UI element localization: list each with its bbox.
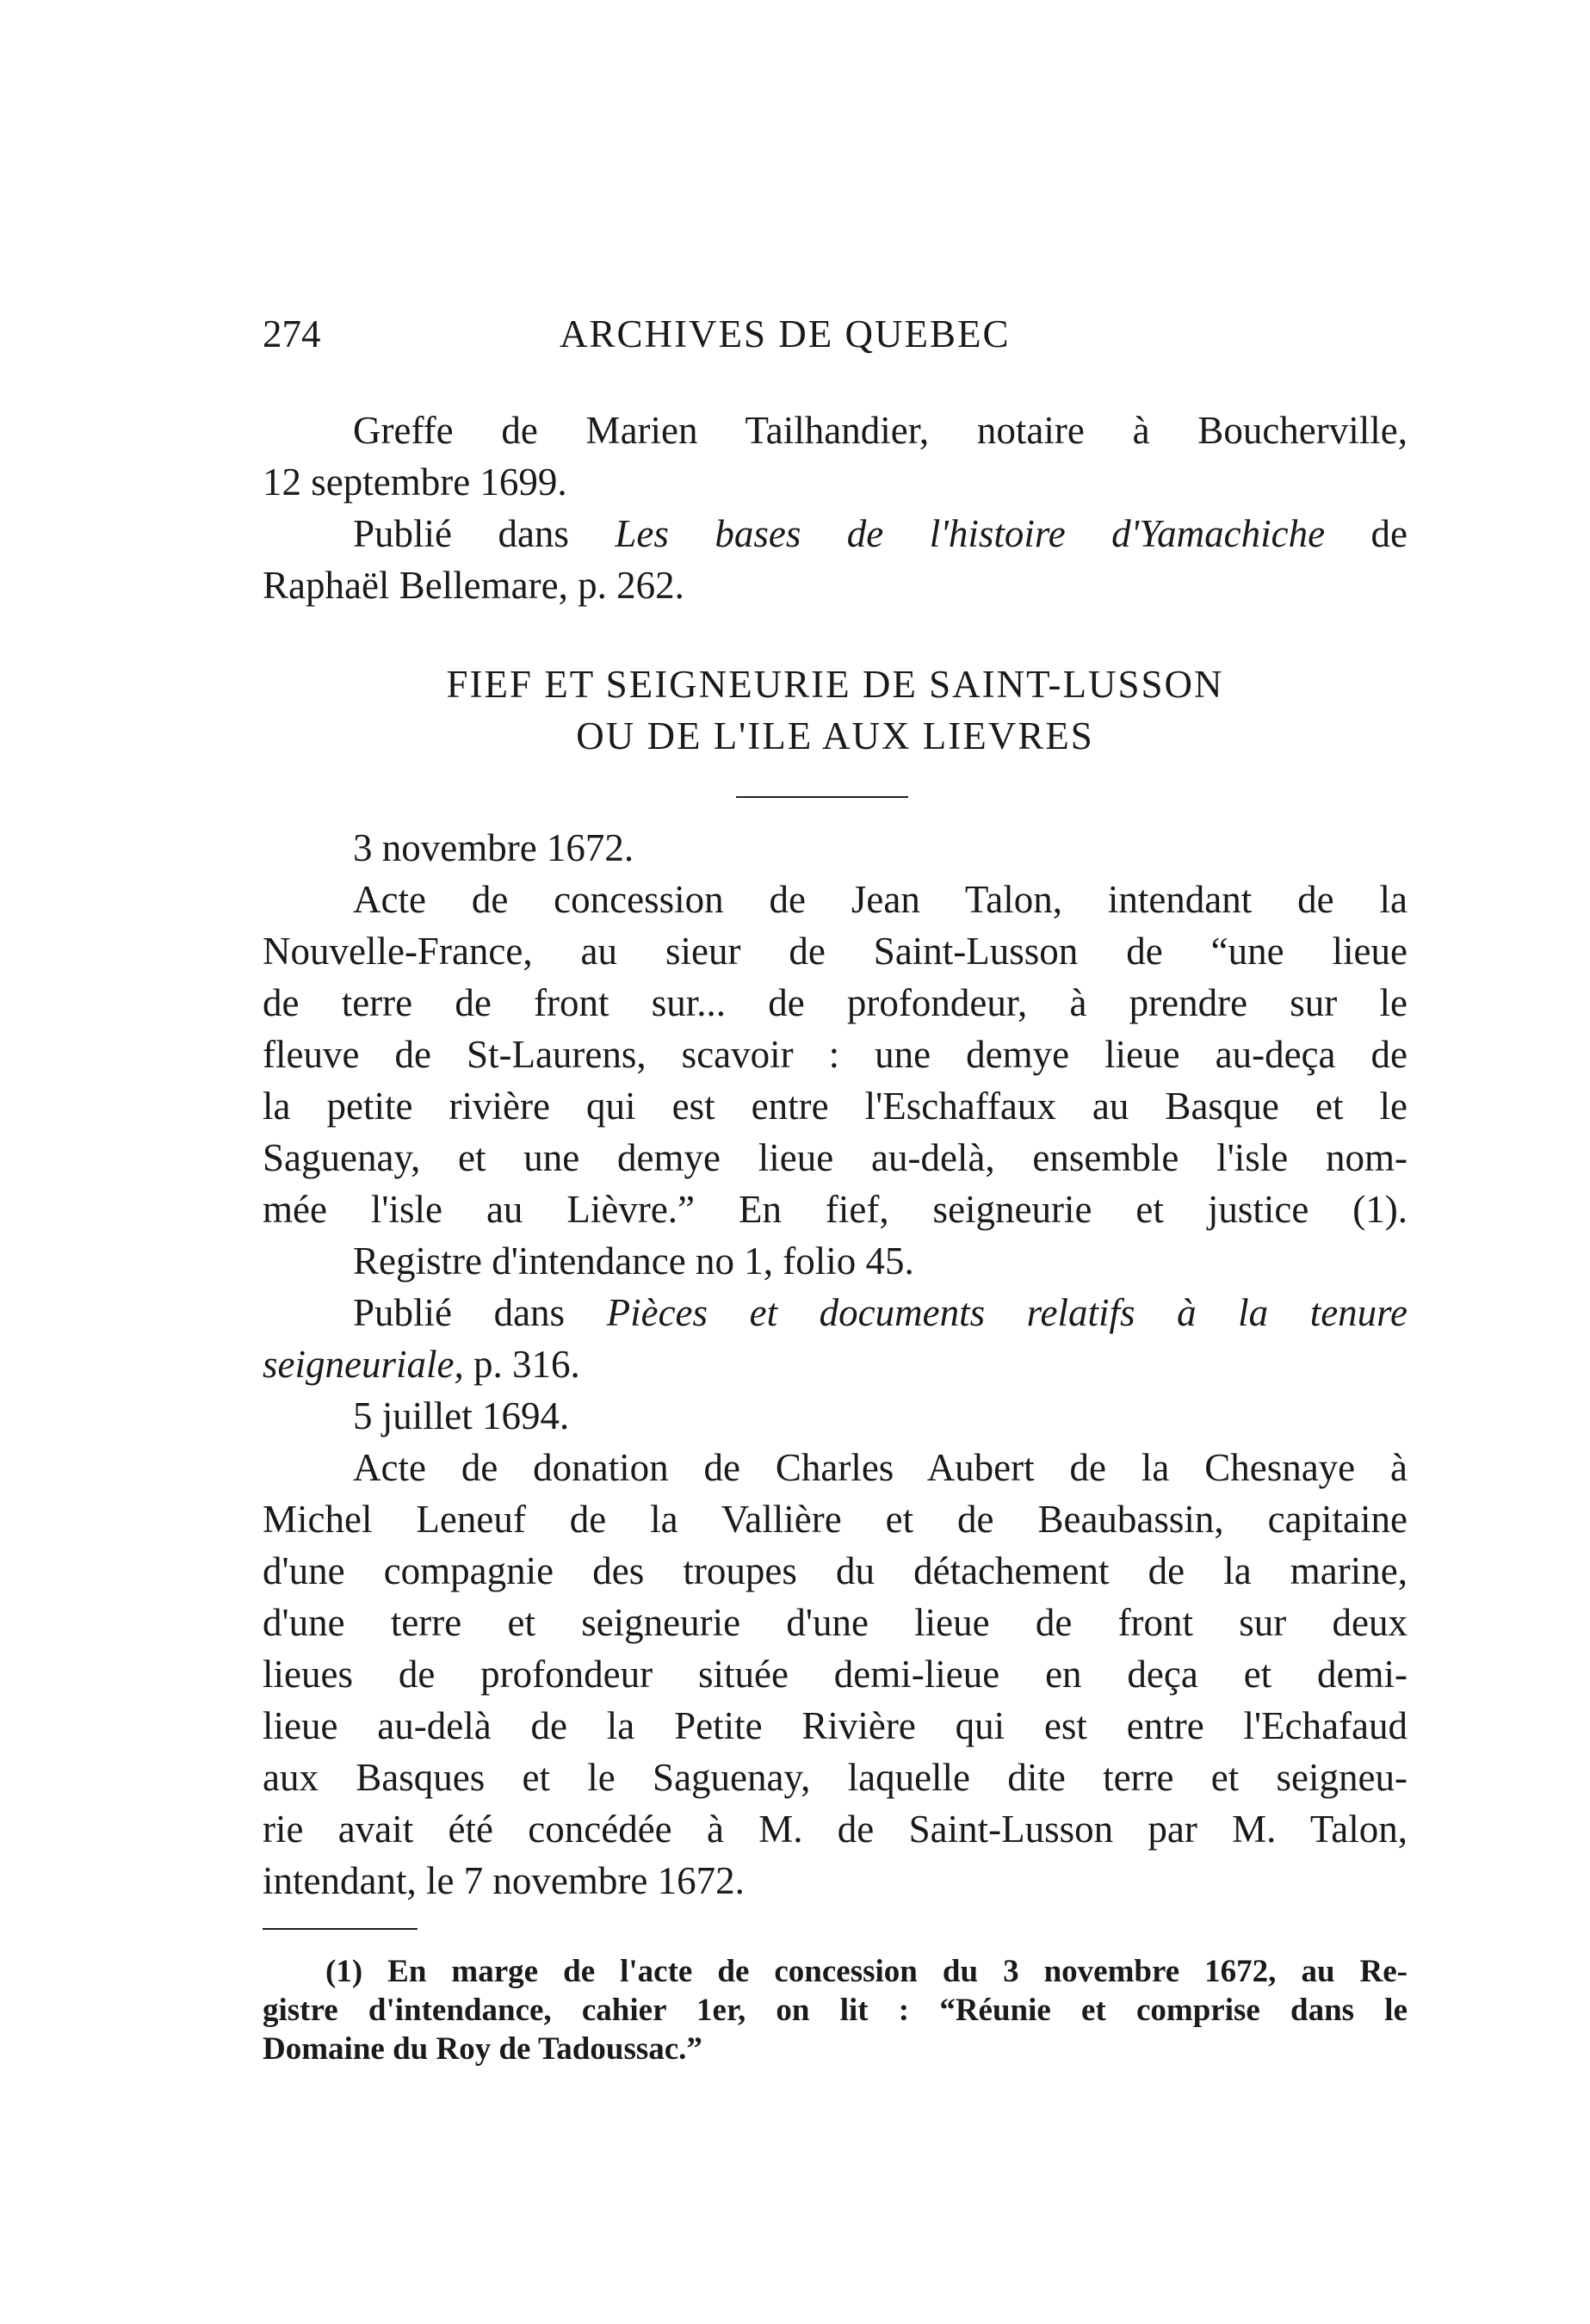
- entry1-line-3: de terre de front sur... de profondeur, à prendre sur le: [263, 981, 1407, 1024]
- entry1-publication-line-2: [263, 1338, 1407, 1390]
- footnote-line-1: (1) En marge de l'acte de concession du 3 novembre 1672, au Re-: [325, 1954, 1407, 1989]
- entry1-line-4: fleuve de St-Laurens, scavoir : une demye lieue au-deça de: [263, 1033, 1407, 1076]
- entry1-line-7: mée l'isle au Lièvre.” En fief, seigneurie et justice (1).: [263, 1188, 1407, 1231]
- entry1-line-6: Saguenay, et une demye lieue au-delà, ensemble l'isle nom-: [263, 1136, 1407, 1179]
- book-title-seigneuriale: seigneuriale,: [263, 1343, 464, 1386]
- entry1-registre: Registre d'intendance no 1, folio 45.: [353, 1239, 914, 1283]
- entry1-pub-post: p. 316.: [463, 1343, 580, 1386]
- running-title: ARCHIVES DE QUEBEC: [560, 312, 1011, 355]
- entry1-pub-pre: Publié dans: [353, 1291, 607, 1334]
- intro-line-3: [353, 508, 1407, 559]
- intro-line-4: Raphaël Bellemare, p. 262.: [263, 564, 684, 607]
- entry2-line-6: lieue au-delà de la Petite Rivière qui est entre l'Echafaud: [263, 1704, 1407, 1747]
- entry2-date: 5 juillet 1694.: [353, 1394, 570, 1437]
- intro-line-1: Greffe de Marien Tailhandier, notaire à Boucherville,: [353, 409, 1407, 452]
- footnote-line-2: gistre d'intendance, cahier 1er, on lit : “Réunie et comprise dans le: [263, 1993, 1407, 2028]
- heading-rule: [736, 796, 908, 798]
- page-number: 274: [263, 312, 321, 355]
- entry2-line-8: rie avait été concédée à M. de Saint-Lusson par M. Talon,: [263, 1808, 1407, 1851]
- section-heading-line-2: OU DE L'ILE AUX LIEVRES: [576, 714, 1094, 757]
- entry2-line-1: Acte de donation de Charles Aubert de la Chesnaye à: [353, 1446, 1407, 1489]
- entry1-line-2: Nouvelle-France, au sieur de Saint-Lusson de “une lieue: [263, 930, 1407, 973]
- intro-line-2: 12 septembre 1699.: [263, 460, 567, 504]
- section-heading-line-1: FIEF ET SEIGNEURIE DE SAINT-LUSSON: [446, 663, 1224, 706]
- entry2-line-3: d'une compagnie des troupes du détachement de la marine,: [263, 1549, 1407, 1592]
- footnote-rule: [263, 1928, 418, 1930]
- footnote-line-3: Domaine du Roy de Tadoussac.”: [263, 2031, 702, 2067]
- entry1-publication-line-1: [353, 1287, 1407, 1338]
- entry1-date: 3 novembre 1672.: [353, 826, 634, 869]
- entry2-line-4: d'une terre et seigneurie d'une lieue de front sur deux: [263, 1601, 1407, 1644]
- intro-line-3-post: de: [1325, 512, 1407, 555]
- book-title-pieces: Pièces et documents relatifs à la tenure: [606, 1291, 1407, 1334]
- entry2-line-5: lieues de profondeur située demi-lieue en deça et demi-: [263, 1653, 1407, 1696]
- intro-line-3-pre: Publié dans: [353, 512, 616, 555]
- entry1-line-1: Acte de concession de Jean Talon, intendant de la: [353, 878, 1407, 921]
- entry2-line-9: intendant, le 7 novembre 1672.: [263, 1859, 745, 1902]
- entry1-line-5: la petite rivière qui est entre l'Eschaffaux au Basque et le: [263, 1085, 1407, 1128]
- entry2-line-2: Michel Leneuf de la Vallière et de Beaubassin, capitaine: [263, 1498, 1407, 1541]
- book-title-yamachiche: Les bases de l'histoire d'Yamachiche: [615, 512, 1326, 555]
- entry2-line-7: aux Basques et le Saguenay, laquelle dite terre et seigneu-: [263, 1756, 1407, 1799]
